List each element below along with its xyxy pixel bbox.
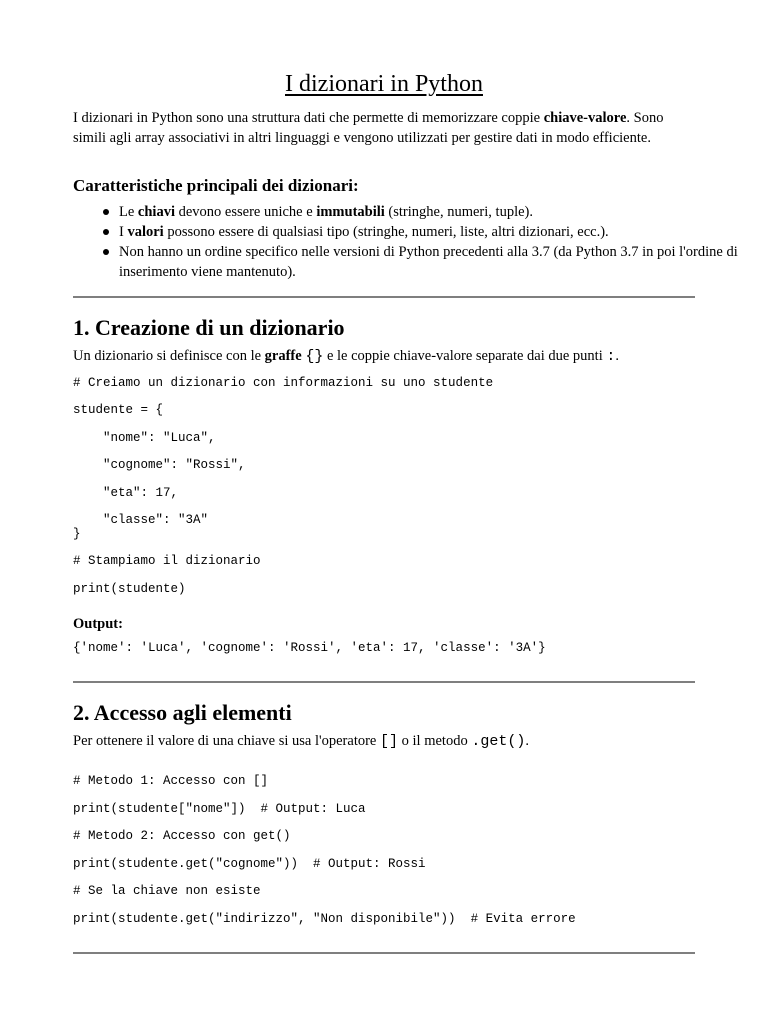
inline-code: {} (305, 348, 324, 365)
list-item-text: I (119, 224, 128, 240)
section-description (73, 346, 695, 367)
list-item-text: Le (119, 204, 138, 220)
output-label-text: Output: (73, 616, 123, 632)
inline-code: .get() (471, 733, 526, 750)
code-line: # Se la chiave non esiste (73, 884, 261, 898)
list-item-bold: immutabili (316, 204, 385, 220)
intro-paragraph (73, 108, 695, 148)
list-item (119, 242, 741, 282)
list-item-text: Non hanno un ordine specifico nelle versioni di Python precedenti alla 3.7 (da Python 3.7 in poi l'ordine di inserimento viene mantenuto). (119, 244, 738, 280)
desc-text: Per ottenere il valore di una chiave si usa l'operatore (73, 733, 380, 749)
output-label (73, 614, 695, 634)
inline-code: [] (380, 733, 399, 750)
features-list (73, 202, 741, 282)
list-item-bold: chiavi (137, 204, 175, 220)
code-line: "nome": "Luca", (73, 431, 216, 445)
list-item (119, 202, 741, 222)
desc-text: e le coppie chiave-valore separate dai due punti (323, 348, 607, 364)
code-line: studente = { (73, 403, 164, 417)
intro-text: I dizionari in Python sono una struttura dati che permette di memorizzare coppie (73, 110, 544, 126)
list-item-text: devono essere uniche e (174, 204, 317, 220)
list-item-bold: valori (127, 224, 164, 240)
divider (73, 952, 695, 954)
intro-text-2: . Sono simili agli array associativi in altri linguaggi e vengono utilizzati per gestire dati in modo efficiente. (73, 110, 664, 146)
code-line: # Creiamo un dizionario con informazioni su uno studente (73, 376, 494, 390)
list-item-text: (stringhe, numeri, tuple). (384, 204, 533, 220)
section-heading-creation: 1. Creazione di un dizionario (73, 315, 345, 340)
code-line: # Metodo 1: Accesso con [] (73, 774, 269, 788)
code-line: # Metodo 2: Accesso con get() (73, 829, 291, 843)
list-item (119, 222, 741, 242)
divider (73, 681, 695, 683)
features-heading: Caratteristiche principali dei dizionari: (73, 176, 359, 195)
code-line: "cognome": "Rossi", (73, 458, 246, 472)
code-line: print(studente) (73, 582, 186, 596)
divider (73, 296, 695, 298)
code-line: print(studente.get("indirizzo", "Non disponibile")) # Evita errore (73, 912, 576, 926)
desc-text: o il metodo (398, 733, 472, 749)
code-line: } (73, 527, 81, 541)
document-title: I dizionari in Python (285, 71, 483, 97)
desc-bold: graffe (264, 348, 302, 364)
code-line: # Stampiamo il dizionario (73, 554, 261, 568)
code-line: print(studente["nome"]) # Output: Luca (73, 802, 366, 816)
section-heading-access: 2. Accesso agli elementi (73, 700, 292, 725)
output-line: {'nome': 'Luca', 'cognome': 'Rossi', 'eta': 17, 'classe': '3A'} (73, 641, 546, 655)
section-description (73, 731, 695, 752)
list-item-text: possono essere di qualsiasi tipo (stringhe, numeri, liste, altri dizionari, ecc.). (163, 224, 609, 240)
code-line: "classe": "3A" (73, 513, 209, 527)
desc-text: . (615, 348, 620, 364)
code-line: print(studente.get("cognome")) # Output: Rossi (73, 857, 426, 871)
code-line: "eta": 17, (73, 486, 179, 500)
desc-text: Un dizionario si definisce con le (73, 348, 265, 364)
intro-bold: chiave-valore (543, 110, 627, 126)
desc-text: . (525, 733, 529, 749)
inline-code: : (606, 348, 616, 365)
